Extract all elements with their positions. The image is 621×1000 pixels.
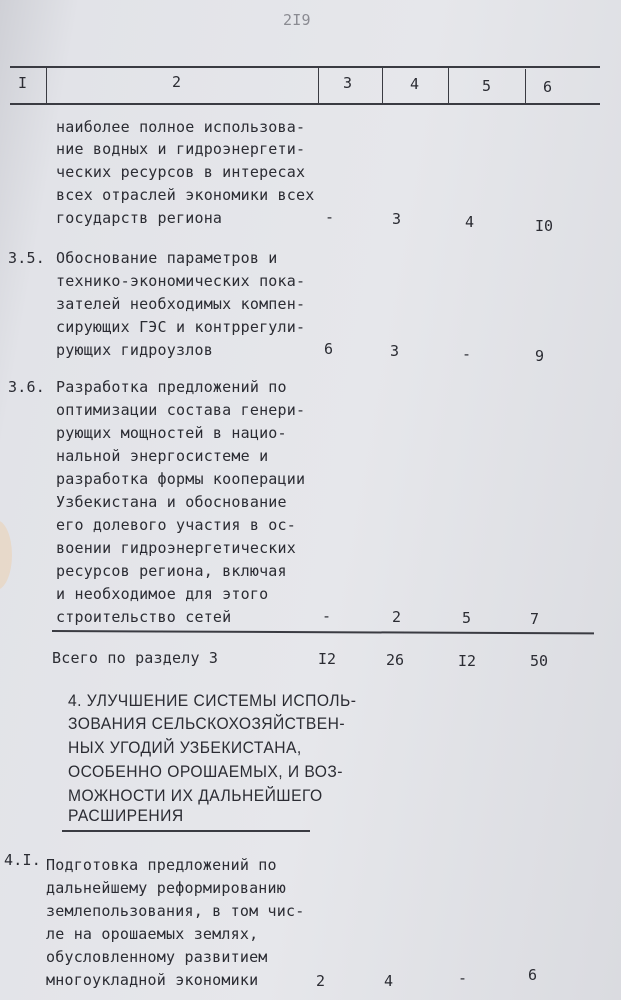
row-3-6-number: 3.6.: [8, 378, 45, 396]
header-sep-2: [318, 66, 319, 104]
row-continued-c3: -: [325, 208, 335, 226]
row-4-1-line: землепользования, в том чис-: [46, 902, 305, 920]
row-3-6-c5: 5: [462, 609, 472, 627]
row-3-6-line: Разработка предложений по: [56, 378, 287, 396]
row-3-6-line: и необходимое для этого: [56, 585, 269, 603]
header-col-2: 2: [172, 73, 182, 91]
header-col-6: 6: [543, 78, 553, 96]
row-continued-c6: I0: [535, 217, 554, 235]
row-3-6-c6: 7: [530, 610, 540, 628]
row-3-5-line: Обоснование параметров и: [56, 249, 278, 267]
total-c5: I2: [458, 652, 477, 670]
row-3-6-line: его долевого участия в ос-: [56, 516, 296, 534]
row-4-1-c3: 2: [316, 972, 326, 990]
header-sep-1: [46, 66, 47, 104]
row-4-1-line: дальнейшему реформированию: [46, 879, 286, 897]
row-4-1-c4: 4: [384, 972, 394, 990]
section-4-underline: [62, 830, 310, 832]
row-continued-c5: 4: [465, 213, 475, 231]
section-4-heading-line: РАСШИРЕНИЯ: [68, 806, 184, 825]
row-continued-line: государств региона: [56, 209, 223, 227]
row-3-6-c3: -: [322, 607, 332, 625]
row-3-6-c4: 2: [392, 608, 402, 626]
row-3-6-line: нальной энергосистеме и: [56, 447, 269, 465]
section-4-heading-line: МОЖНОСТИ ИХ ДАЛЬНЕЙШЕГО: [68, 786, 323, 805]
header-col-1: I: [18, 74, 28, 92]
row-3-5-line: сирующих ГЭС и контррегули-: [56, 318, 306, 336]
row-3-6-line: оптимизации состава генери-: [56, 401, 306, 419]
row-continued-line: наиболее полное использова-: [56, 118, 306, 136]
row-3-5-c4: 3: [390, 342, 400, 360]
section-4-heading-line: ЗОВАНИЯ СЕЛЬСКОХОЗЯЙСТВЕН-: [68, 714, 346, 733]
thumb-edge: [0, 520, 12, 590]
section-4-heading-line: 4. УЛУЧШЕНИЕ СИСТЕМЫ ИСПОЛЬ-: [68, 691, 357, 710]
row-3-5-line: рующих гидроузлов: [56, 341, 213, 359]
row-4-1-number: 4.I.: [4, 851, 41, 869]
total-c3: I2: [318, 650, 337, 668]
row-3-5-line: зателей необходимых компен-: [56, 295, 306, 313]
header-col-3: 3: [343, 74, 353, 92]
row-4-1-c6: 6: [528, 966, 538, 984]
row-3-6-line: рующих мощностей в нацио-: [56, 424, 287, 442]
row-continued-line: всех отраслей экономики всех: [56, 186, 315, 204]
row-3-6-line: ресурсов региона, включая: [56, 562, 287, 580]
page-number: 2I9: [283, 11, 311, 29]
row-4-1-c5: -: [458, 969, 468, 987]
row-3-6-line: Узбекистана и обоснование: [56, 493, 287, 511]
row-4-1-line: многоукладной экономики: [46, 971, 259, 989]
section-4-heading-line: НЫХ УГОДИЙ УЗБЕКИСТАНА,: [68, 738, 302, 757]
header-sep-5: [525, 69, 526, 104]
row-continued-c4: 3: [392, 210, 402, 228]
total-c6: 50: [530, 652, 549, 670]
total-label: Всего по разделу 3: [52, 649, 219, 667]
row-4-1-line: ле на орошаемых землях,: [46, 925, 259, 943]
header-col-4: 4: [410, 75, 420, 93]
row-4-1-line: обусловленному развитием: [46, 948, 268, 966]
row-continued-line: ческих ресурсов в интересах: [56, 163, 306, 181]
header-bottom-border: [10, 103, 600, 105]
section-4-heading-line: ОСОБЕННО ОРОШАЕМЫХ, И ВОЗ-: [68, 762, 343, 781]
header-col-5: 5: [482, 77, 492, 95]
total-rule: [52, 630, 594, 634]
row-continued-line: ние водных и гидроэнергети-: [56, 140, 306, 158]
header-top-border: [10, 66, 600, 68]
row-3-5-c6: 9: [535, 347, 545, 365]
row-3-5-line: технико-экономических пока-: [56, 272, 306, 290]
row-3-5-c3: 6: [324, 340, 334, 358]
row-3-5-c5: -: [462, 345, 472, 363]
row-3-6-line: строительство сетей: [56, 608, 232, 626]
total-c4: 26: [386, 651, 405, 669]
row-3-5-number: 3.5.: [8, 249, 45, 267]
header-sep-4: [448, 68, 449, 104]
row-3-6-line: разработка формы кооперации: [56, 470, 306, 488]
header-sep-3: [382, 67, 383, 104]
row-4-1-line: Подготовка предложений по: [46, 856, 277, 874]
row-3-6-line: воении гидроэнергетических: [56, 539, 296, 557]
